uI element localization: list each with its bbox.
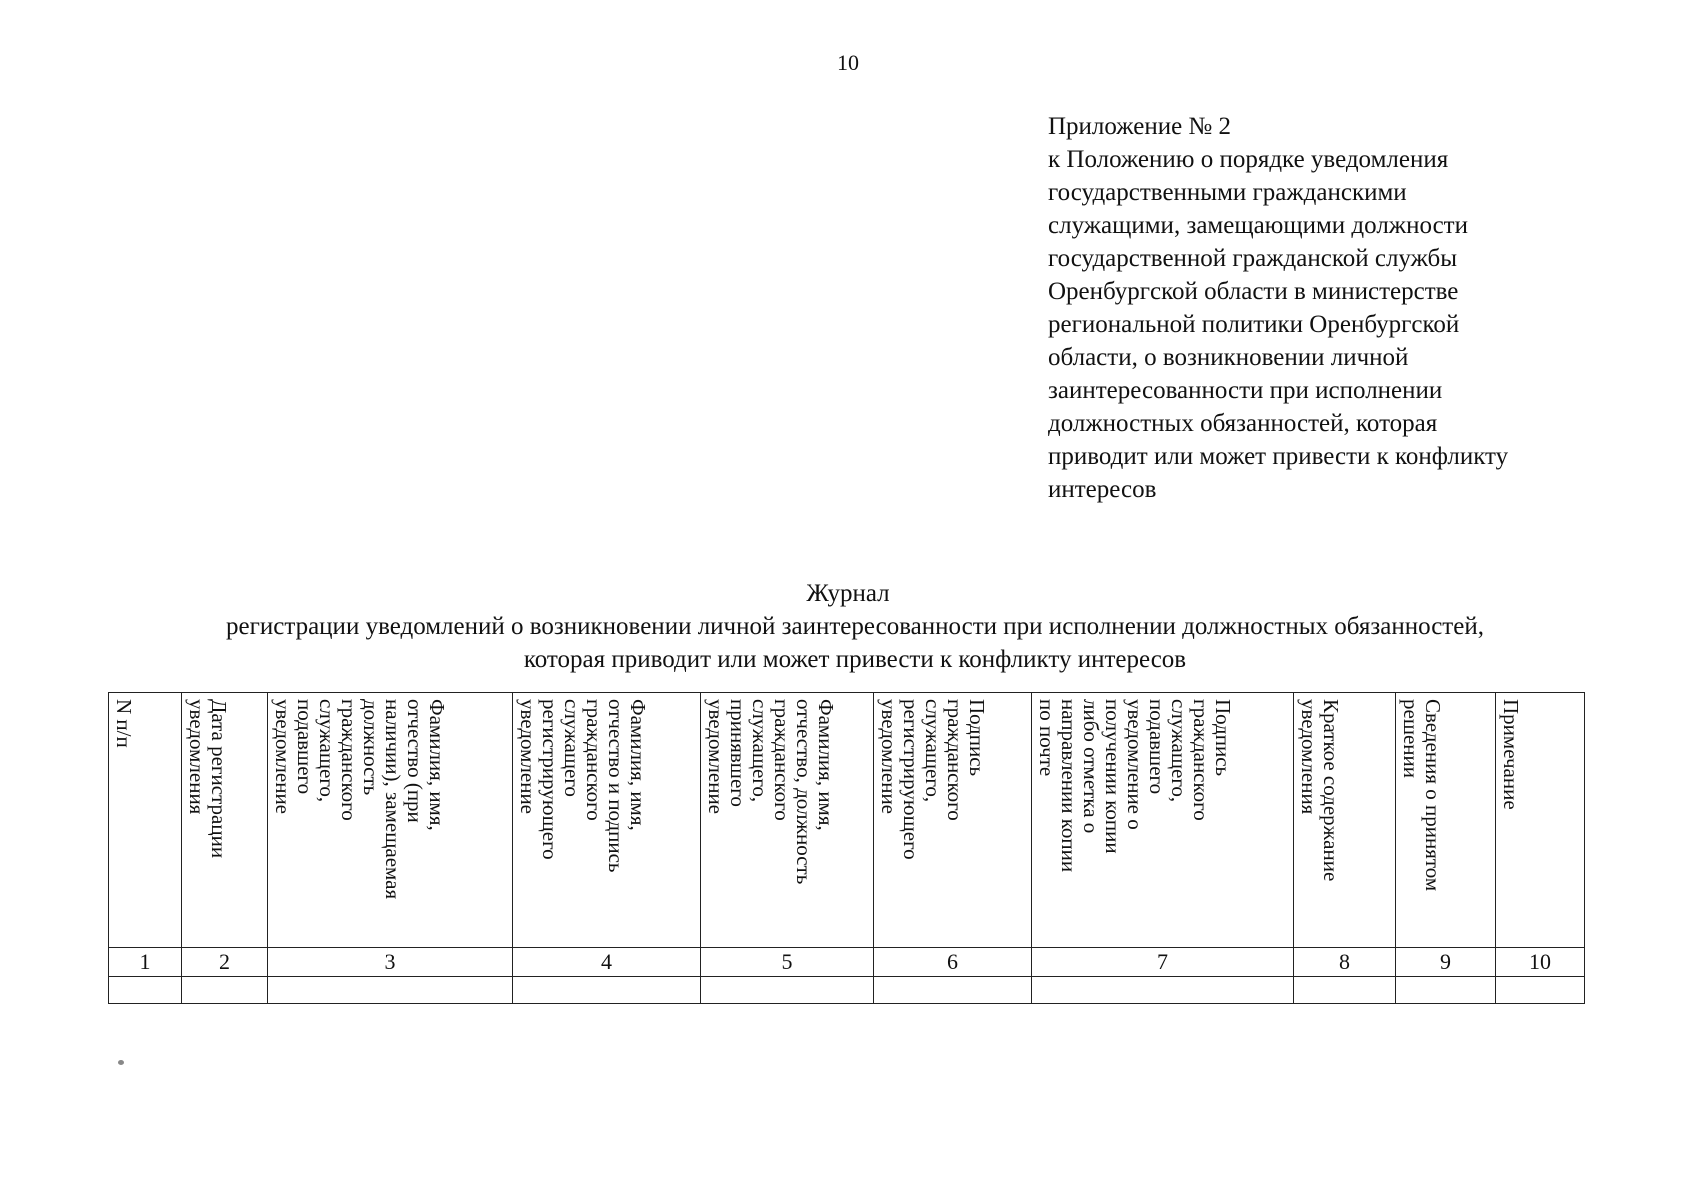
header-cell-registration-date: [182, 693, 268, 948]
header-label: Подпись гражданского служащего, регистрирующего уведомление: [877, 699, 989, 860]
column-number: 2: [182, 948, 268, 977]
header-label: Дата регистрации уведомления: [185, 699, 231, 859]
column-number: 5: [701, 948, 874, 977]
column-number: 8: [1294, 948, 1396, 977]
appendix-title: Приложение № 2: [1048, 113, 1232, 140]
header-label: Краткое содержание уведомления: [1297, 699, 1343, 882]
header-cell-decision: [1396, 693, 1496, 948]
column-number: 1: [109, 948, 182, 977]
appendix-line: интересов: [1048, 476, 1157, 503]
appendix-line: к Положению о порядке уведомления: [1048, 146, 1449, 173]
appendix-line: приводит или может привести к конфликту: [1048, 443, 1509, 470]
header-label: Подпись гражданского служащего, подавшего уведомление о получении копии либо отметка о направлении копии по почте: [1035, 699, 1235, 873]
table-cell: [513, 977, 701, 1004]
table-cell: [109, 977, 182, 1004]
column-number: 10: [1496, 948, 1585, 977]
table-cell: [1496, 977, 1585, 1004]
appendix-line: области, о возникновении личной: [1048, 344, 1409, 371]
table-cell: [701, 977, 874, 1004]
table-cell: [1396, 977, 1496, 1004]
appendix-line: региональной политики Оренбургской: [1048, 311, 1460, 338]
appendix-line: государственными гражданскими: [1048, 179, 1407, 206]
header-label: Примечание: [1499, 699, 1523, 810]
journal-subtitle-line: которая приводит или может привести к конфликту интересов: [523, 646, 1187, 673]
header-cell-registrar-signature: [874, 693, 1032, 948]
header-cell-number: [109, 693, 182, 948]
header-label: N п/п: [112, 699, 136, 748]
header-cell-submitter: [268, 693, 513, 948]
table-cell: [874, 977, 1032, 1004]
appendix-line: государственной гражданской службы: [1048, 245, 1458, 272]
header-cell-submitter-signature: [1032, 693, 1294, 948]
appendix-line: Оренбургской области в министерстве: [1048, 278, 1459, 305]
table-cell: [182, 977, 268, 1004]
table-row: [109, 977, 1585, 1004]
appendix-line: заинтересованности при исполнении: [1048, 377, 1443, 404]
header-label: Фамилия, имя, отчество (при наличии), замещаемая должность гражданского служащего, подавшего уведомление: [271, 699, 449, 900]
journal-table: [108, 692, 1585, 1004]
header-label: Фамилия, имя, отчество и подпись гражданского служащего регистрирующего уведомление: [516, 699, 650, 873]
appendix-line: должностных обязанностей, которая: [1048, 410, 1438, 437]
header-cell-receiver: [701, 693, 874, 948]
column-number: 7: [1032, 948, 1294, 977]
scan-speck: [118, 1060, 124, 1065]
journal-title: Журнал: [806, 580, 890, 607]
column-number: 9: [1396, 948, 1496, 977]
table-cell: [268, 977, 513, 1004]
header-label: Сведения о принятом решении: [1399, 699, 1445, 892]
appendix-line: служащими, замещающими должности: [1048, 212, 1468, 239]
journal-subtitle-line: регистрации уведомлений о возникновении личной заинтересованности при исполнении должностных обязанностей,: [226, 613, 1484, 640]
page-number: 10: [837, 50, 859, 75]
column-number-row: [109, 948, 1585, 977]
table-cell: [1032, 977, 1294, 1004]
table-header-row: [109, 693, 1585, 948]
header-cell-registrar: [513, 693, 701, 948]
appendix-block: [1048, 110, 1648, 506]
column-number: 4: [513, 948, 701, 977]
header-cell-summary: [1294, 693, 1396, 948]
column-number: 6: [874, 948, 1032, 977]
journal-subtitle: [120, 610, 1590, 676]
header-label: Фамилия, имя, отчество, должность гражданского служащего, принявшего уведомление: [704, 699, 838, 885]
column-number: 3: [268, 948, 513, 977]
table-cell: [1294, 977, 1396, 1004]
header-cell-note: [1496, 693, 1585, 948]
